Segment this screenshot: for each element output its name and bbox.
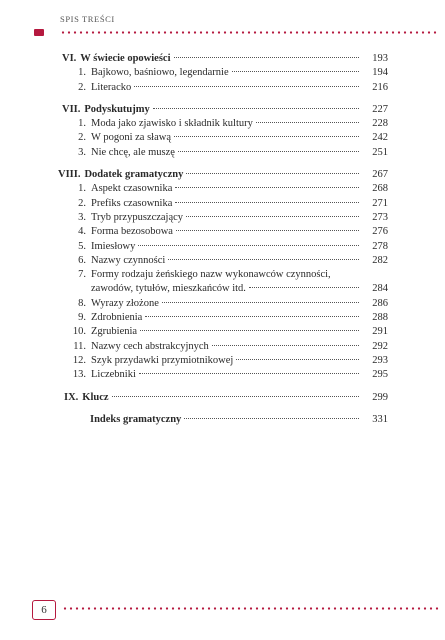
chapter-title: Podyskutujmy — [84, 103, 150, 115]
page-number: 271 — [372, 197, 388, 209]
dot-leader — [112, 396, 359, 397]
item-title: Prefiks czasownika — [91, 197, 173, 209]
page-number: 273 — [372, 211, 388, 223]
table-of-contents — [58, 52, 388, 427]
item-number: 13. — [72, 369, 86, 381]
item-title: Formy rodzaju żeńskiego nazw wykonawców czynności, — [91, 269, 331, 281]
item-title: Wyrazy złożone — [91, 297, 159, 309]
toc-item[interactable] — [58, 182, 388, 196]
section-gap — [58, 405, 388, 413]
toc-item[interactable] — [58, 117, 388, 131]
dot-leader — [212, 345, 359, 346]
dot-leader — [232, 71, 359, 72]
item-number: 8. — [78, 297, 86, 309]
toc-item[interactable] — [58, 146, 388, 160]
page-number: 276 — [372, 226, 388, 238]
toc-item[interactable] — [58, 311, 388, 325]
dot-leader — [186, 216, 359, 217]
item-title: Moda jako zjawisko i składnik kultury — [91, 118, 253, 130]
dot-leader — [178, 151, 359, 152]
dot-leader — [162, 302, 359, 303]
toc-item[interactable] — [58, 197, 388, 211]
chapter-number: IX. — [64, 391, 79, 403]
item-title: Forma bezosobowa — [91, 226, 173, 238]
dot-leader — [153, 108, 359, 109]
page-number: 291 — [372, 326, 388, 338]
toc-item[interactable] — [58, 297, 388, 311]
toc-item[interactable] — [58, 131, 388, 145]
toc-item-multiline[interactable] — [58, 268, 388, 282]
dot-leader — [139, 373, 359, 374]
item-number: 12. — [72, 354, 86, 366]
item-number: 5. — [78, 240, 86, 252]
page-number: 299 — [372, 391, 388, 403]
page-number: 268 — [372, 183, 388, 195]
item-title: Szyk przydawki przymiotnikowej — [91, 354, 234, 366]
item-title: Nie chcę, ale muszę — [91, 146, 175, 158]
page-number: 228 — [372, 118, 388, 130]
item-title: W pogoni za sławą — [91, 132, 171, 144]
toc-item[interactable] — [58, 325, 388, 339]
item-title: Zdrobnienia — [91, 312, 143, 324]
item-number: 11. — [73, 340, 86, 352]
item-number: 3. — [78, 211, 86, 223]
item-title: Imiesłowy — [91, 240, 136, 252]
section-gap — [58, 160, 388, 168]
item-number: 2. — [78, 197, 86, 209]
chapter-title: Dodatek gramatyczny — [84, 169, 184, 181]
page-number: 267 — [372, 169, 388, 181]
toc-chapter-viii[interactable] — [58, 168, 388, 182]
page-number: 194 — [372, 67, 388, 79]
running-header: SPIS TREŚCI — [60, 14, 115, 24]
section-gap — [58, 95, 388, 103]
dot-leader — [186, 173, 359, 174]
page-number: 251 — [372, 146, 388, 158]
item-number: 1. — [78, 183, 86, 195]
page-number: 284 — [372, 283, 388, 295]
toc-chapter-vi[interactable] — [58, 52, 388, 66]
toc-item[interactable] — [58, 240, 388, 254]
page-number: 278 — [372, 240, 388, 252]
footer-page-number: 6 — [41, 604, 47, 616]
item-number: 10. — [72, 326, 86, 338]
item-number: 3. — [78, 146, 86, 158]
page-number: 282 — [372, 254, 388, 266]
toc-index[interactable] — [58, 413, 388, 427]
item-number: 6. — [78, 254, 86, 266]
chapter-title: Klucz — [82, 391, 109, 403]
item-title: Bajkowo, baśniowo, legendarnie — [91, 67, 229, 79]
toc-item[interactable] — [58, 211, 388, 225]
item-number: 7. — [78, 269, 86, 281]
page-number: 216 — [372, 81, 388, 93]
item-title-continuation: zawodów, tytułów, mieszkańców itd. — [91, 283, 246, 295]
item-number: 9. — [78, 312, 86, 324]
item-title: Tryb przypuszczający — [91, 211, 184, 223]
toc-chapter-vii[interactable] — [58, 103, 388, 117]
header-dotted-rule — [60, 31, 439, 34]
item-number: 4. — [78, 226, 86, 238]
item-number: 1. — [78, 67, 86, 79]
dot-leader — [175, 187, 359, 188]
toc-item[interactable] — [58, 81, 388, 95]
page-number: 331 — [372, 413, 388, 425]
page-number: 227 — [372, 103, 388, 115]
item-title: Liczebniki — [91, 369, 136, 381]
dot-leader — [249, 287, 359, 288]
page-number: 288 — [372, 312, 388, 324]
dot-leader — [174, 136, 359, 137]
chapter-number: VII. — [62, 103, 81, 115]
index-title: Indeks gramatyczny — [90, 413, 182, 425]
chapter-number: VIII. — [58, 169, 81, 181]
toc-item-continuation[interactable] — [58, 282, 388, 296]
page-number-box — [32, 600, 56, 620]
dot-leader — [140, 330, 359, 331]
dot-leader — [145, 316, 359, 317]
chapter-title: W świecie opowieści — [80, 53, 171, 64]
dot-leader — [168, 259, 359, 260]
item-title: Nazwy czynności — [91, 254, 166, 266]
toc-item[interactable] — [58, 354, 388, 368]
dot-leader — [134, 86, 359, 87]
toc-item[interactable] — [58, 340, 388, 354]
header-marker — [34, 29, 44, 36]
chapter-number: VI. — [62, 53, 77, 64]
dot-leader — [138, 245, 359, 246]
toc-item[interactable] — [58, 66, 388, 80]
toc-item[interactable] — [58, 225, 388, 239]
dot-leader — [176, 230, 359, 231]
dot-leader — [236, 359, 359, 360]
dot-leader — [184, 418, 359, 419]
item-title: Zgrubienia — [91, 326, 138, 338]
item-number: 2. — [78, 132, 86, 144]
footer-dotted-rule — [62, 607, 439, 610]
item-title: Nazwy cech abstrakcyjnych — [91, 340, 209, 352]
page-number: 293 — [372, 354, 388, 366]
dot-leader — [175, 202, 359, 203]
item-number: 1. — [78, 118, 86, 130]
toc-chapter-ix[interactable] — [58, 391, 388, 405]
item-number: 2. — [78, 81, 86, 93]
page-number: 242 — [372, 132, 388, 144]
item-title: Aspekt czasownika — [91, 183, 173, 195]
page-number: 286 — [372, 297, 388, 309]
page-number: 292 — [372, 340, 388, 352]
toc-item[interactable] — [58, 368, 388, 382]
page-number: 193 — [372, 53, 388, 64]
item-title: Literacko — [91, 81, 132, 93]
page-number: 295 — [372, 369, 388, 381]
section-gap — [58, 383, 388, 391]
toc-item[interactable] — [58, 254, 388, 268]
dot-leader — [256, 122, 359, 123]
dot-leader — [174, 57, 359, 58]
